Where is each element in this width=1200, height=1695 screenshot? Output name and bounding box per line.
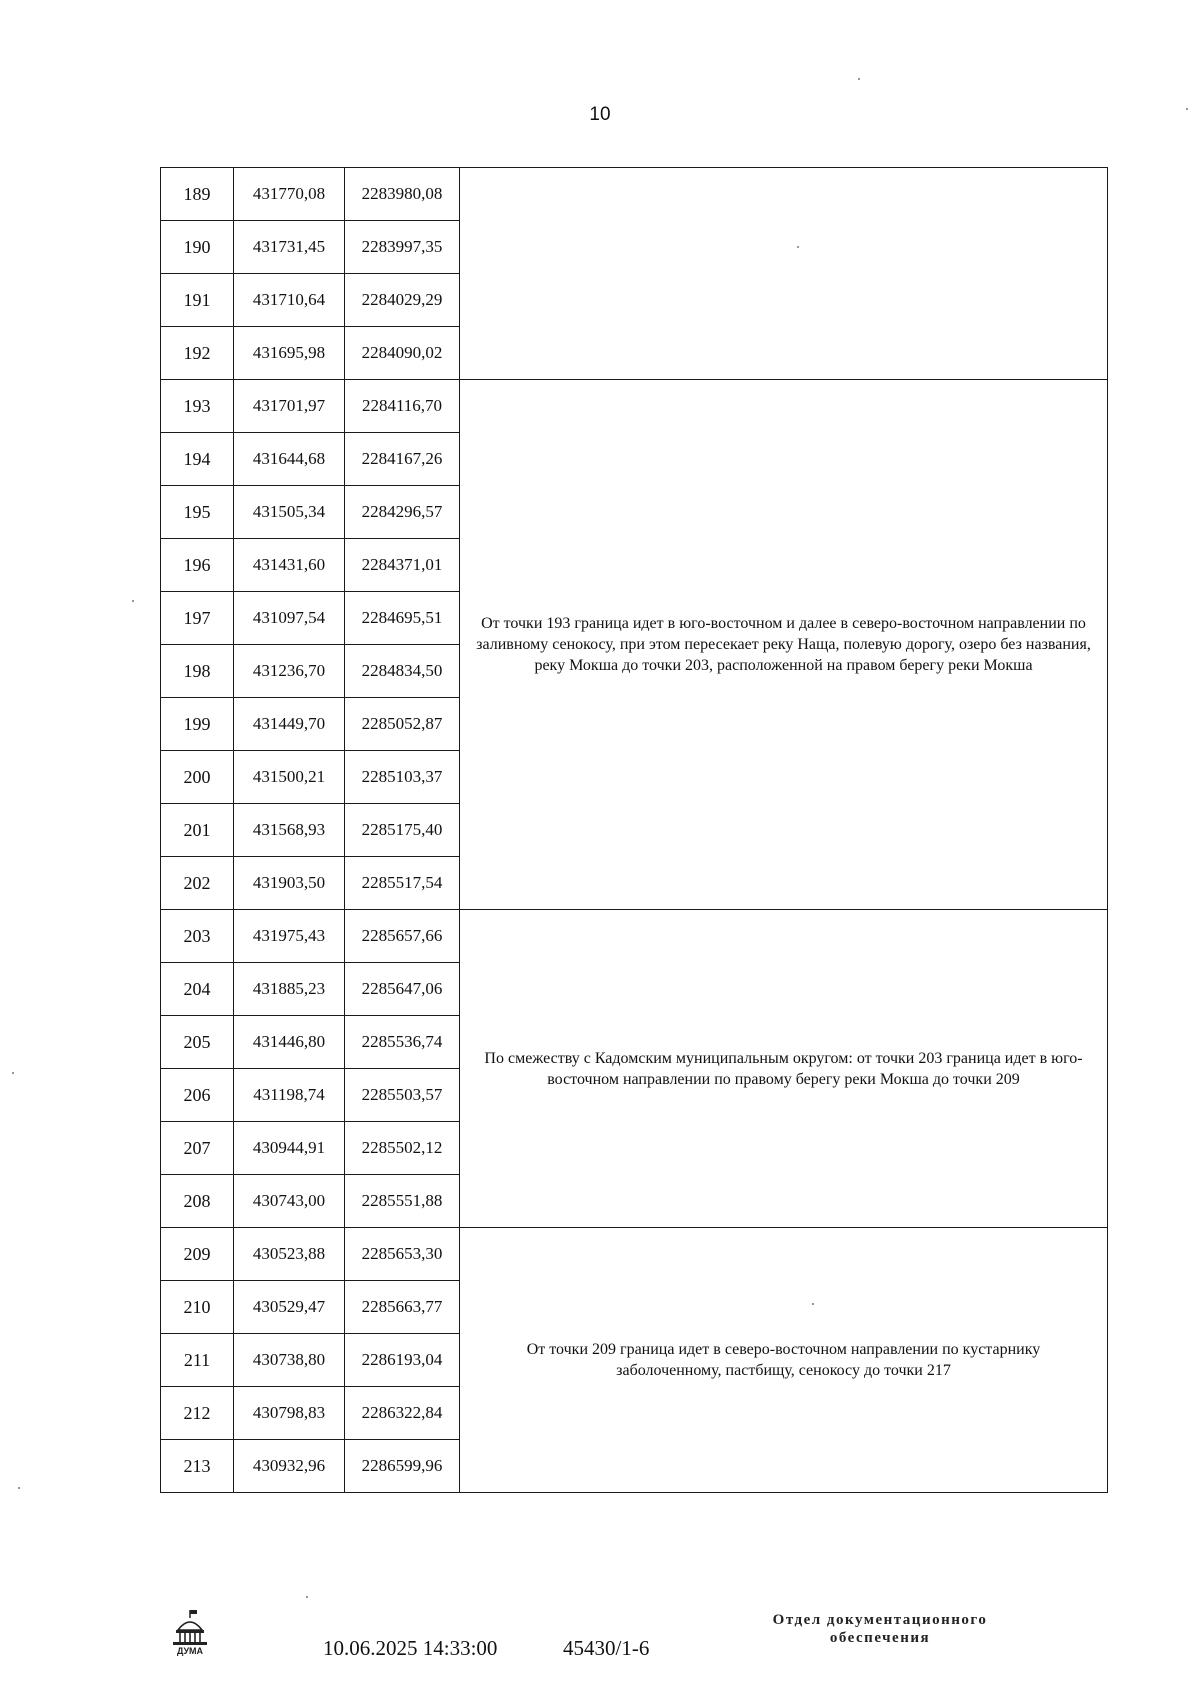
- department-stamp: [735, 1611, 1025, 1647]
- y-coordinate-cell: 2284371,01: [345, 539, 460, 592]
- point-number-cell: 200: [161, 751, 234, 804]
- y-coordinate-cell: 2284167,26: [345, 433, 460, 486]
- stamp-line-1: Отдел документационного: [772, 1612, 988, 1628]
- scan-speck: [12, 1072, 14, 1074]
- svg-text:ДУМА: ДУМА: [176, 1646, 204, 1656]
- x-coordinate-cell: 431500,21: [234, 751, 345, 804]
- point-number-cell: 191: [161, 274, 234, 327]
- y-coordinate-cell: 2285663,77: [345, 1281, 460, 1334]
- footer-document-code: 45430/1-6: [563, 1636, 650, 1660]
- point-number-cell: 213: [161, 1440, 234, 1493]
- x-coordinate-cell: 431568,93: [234, 804, 345, 857]
- x-coordinate-cell: 430529,47: [234, 1281, 345, 1334]
- y-coordinate-cell: 2285052,87: [345, 698, 460, 751]
- footer-date: 10.06.2025 14:33:00: [323, 1636, 498, 1660]
- point-number-cell: 208: [161, 1175, 234, 1228]
- y-coordinate-cell: 2285551,88: [345, 1175, 460, 1228]
- boundary-description-cell: По смежеству с Кадомским муниципальным округом: от точки 203 граница идет в юго-восточном направлении по правому берегу реки Мокша до точки 209: [460, 910, 1108, 1228]
- y-coordinate-cell: 2286599,96: [345, 1440, 460, 1493]
- y-coordinate-cell: 2286193,04: [345, 1334, 460, 1387]
- point-number-cell: 201: [161, 804, 234, 857]
- point-number-cell: 194: [161, 433, 234, 486]
- x-coordinate-cell: 431701,97: [234, 380, 345, 433]
- point-number-cell: 210: [161, 1281, 234, 1334]
- x-coordinate-cell: 431505,34: [234, 486, 345, 539]
- x-coordinate-cell: 431770,08: [234, 168, 345, 221]
- x-coordinate-cell: 431731,45: [234, 221, 345, 274]
- x-coordinate-cell: 431449,70: [234, 698, 345, 751]
- x-coordinate-cell: 430523,88: [234, 1228, 345, 1281]
- y-coordinate-cell: 2284029,29: [345, 274, 460, 327]
- scan-speck: [132, 600, 134, 602]
- point-number-cell: 189: [161, 168, 234, 221]
- x-coordinate-cell: 431903,50: [234, 857, 345, 910]
- table-row: [161, 168, 1108, 221]
- point-number-cell: 199: [161, 698, 234, 751]
- point-number-cell: 203: [161, 910, 234, 963]
- x-coordinate-cell: 431975,43: [234, 910, 345, 963]
- y-coordinate-cell: 2284296,57: [345, 486, 460, 539]
- scan-speck: [1186, 108, 1188, 110]
- point-number-cell: 209: [161, 1228, 234, 1281]
- y-coordinate-cell: 2285653,30: [345, 1228, 460, 1281]
- x-coordinate-cell: 430738,80: [234, 1334, 345, 1387]
- boundary-description-cell: [460, 168, 1108, 380]
- point-number-cell: 207: [161, 1122, 234, 1175]
- point-number-cell: 192: [161, 327, 234, 380]
- point-number-cell: 205: [161, 1016, 234, 1069]
- point-number-cell: 195: [161, 486, 234, 539]
- boundary-description-cell: От точки 209 граница идет в северо-восточном направлении по кустарнику заболоченному, пастбищу, сенокосу до точки 217: [460, 1228, 1108, 1493]
- y-coordinate-cell: 2285657,66: [345, 910, 460, 963]
- x-coordinate-cell: 430944,91: [234, 1122, 345, 1175]
- scan-speck: [18, 1487, 20, 1489]
- y-coordinate-cell: 2284834,50: [345, 645, 460, 698]
- x-coordinate-cell: 430798,83: [234, 1387, 345, 1440]
- table-row: [161, 910, 1108, 963]
- stamp-line-2: обеспечения: [829, 1630, 931, 1646]
- point-number-cell: 211: [161, 1334, 234, 1387]
- y-coordinate-cell: 2286322,84: [345, 1387, 460, 1440]
- scan-speck: [306, 1596, 308, 1598]
- scan-speck: [858, 78, 860, 80]
- duma-logo-icon: [170, 1608, 210, 1658]
- x-coordinate-cell: 431431,60: [234, 539, 345, 592]
- table-row: [161, 1228, 1108, 1281]
- x-coordinate-cell: 430743,00: [234, 1175, 345, 1228]
- y-coordinate-cell: 2283997,35: [345, 221, 460, 274]
- point-number-cell: 206: [161, 1069, 234, 1122]
- point-number-cell: 212: [161, 1387, 234, 1440]
- point-number-cell: 198: [161, 645, 234, 698]
- y-coordinate-cell: 2284090,02: [345, 327, 460, 380]
- y-coordinate-cell: 2285502,12: [345, 1122, 460, 1175]
- y-coordinate-cell: 2285175,40: [345, 804, 460, 857]
- x-coordinate-cell: 430932,96: [234, 1440, 345, 1493]
- y-coordinate-cell: 2284116,70: [345, 380, 460, 433]
- x-coordinate-cell: 431198,74: [234, 1069, 345, 1122]
- y-coordinate-cell: 2285503,57: [345, 1069, 460, 1122]
- point-number-cell: 193: [161, 380, 234, 433]
- y-coordinate-cell: 2285647,06: [345, 963, 460, 1016]
- y-coordinate-cell: 2285517,54: [345, 857, 460, 910]
- point-number-cell: 197: [161, 592, 234, 645]
- x-coordinate-cell: 431644,68: [234, 433, 345, 486]
- y-coordinate-cell: 2285103,37: [345, 751, 460, 804]
- x-coordinate-cell: 431695,98: [234, 327, 345, 380]
- point-number-cell: 190: [161, 221, 234, 274]
- x-coordinate-cell: 431885,23: [234, 963, 345, 1016]
- point-number-cell: 202: [161, 857, 234, 910]
- point-number-cell: 204: [161, 963, 234, 1016]
- x-coordinate-cell: 431446,80: [234, 1016, 345, 1069]
- boundary-description-cell: От точки 193 граница идет в юго-восточном и далее в северо-восточном направлении по заливному сенокосу, при этом пересекает реку Наща, полевую дорогу, озеро без названия, реку Мокша до точки 203, расположенной на правом берегу реки Мокша: [460, 380, 1108, 910]
- scan-speck: [797, 246, 799, 248]
- y-coordinate-cell: 2285536,74: [345, 1016, 460, 1069]
- y-coordinate-cell: 2283980,08: [345, 168, 460, 221]
- point-number-cell: 196: [161, 539, 234, 592]
- x-coordinate-cell: 431097,54: [234, 592, 345, 645]
- table-row: [161, 380, 1108, 433]
- x-coordinate-cell: 431710,64: [234, 274, 345, 327]
- x-coordinate-cell: 431236,70: [234, 645, 345, 698]
- coordinates-table: [160, 167, 1108, 1493]
- scan-speck: [812, 1303, 814, 1305]
- y-coordinate-cell: 2284695,51: [345, 592, 460, 645]
- coordinates-table-body: [161, 168, 1108, 1493]
- page-number: 10: [589, 104, 611, 125]
